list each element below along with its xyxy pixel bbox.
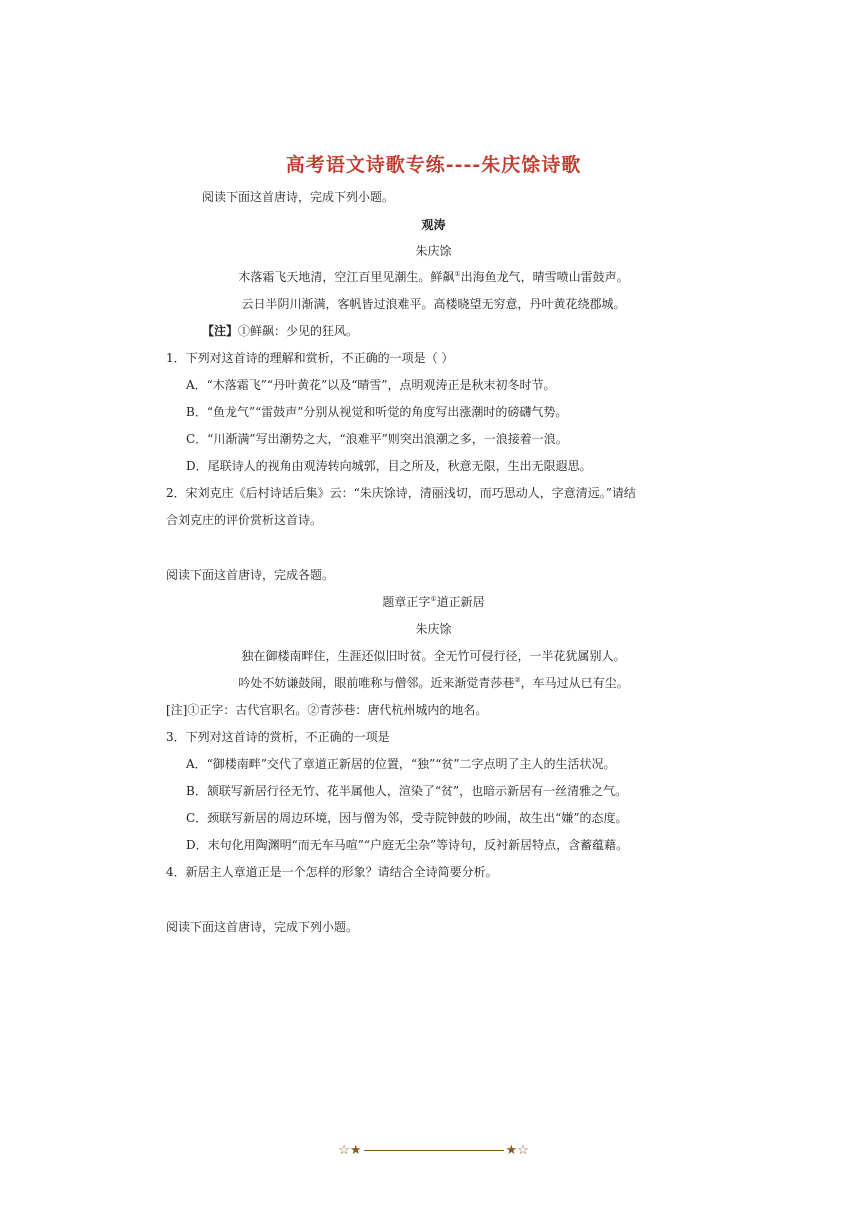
section3-intro: 阅读下面这首唐诗，完成下列小题。 [166,920,359,934]
question-3-option-b: B．颔联写新居行径无竹、花半属他人，渲染了“贫”，也暗示新居有一丝清雅之气。 [186,784,628,798]
poem1-line1: 木落霜飞天地清，空江百里见潮生。鲜飙①出海鱼龙气，晴雪喷山雷鼓声。 [238,270,629,284]
note-marker: ① [430,595,437,603]
poem2-line2: 吟处不妨谦鼓闹，眼前唯称与僧邻。近来渐觉青莎巷②，车马过从已有尘。 [238,676,629,690]
note-marker: ② [514,676,521,684]
question-1-option-d: D．尾联诗人的视角由观涛转向城郭，目之所及，秋意无限，生出无限遐思。 [186,459,592,473]
question-1-option-a: A．“木落霜飞”“丹叶黄花”以及“晴雪”，点明观涛正是秋末初冬时节。 [186,378,556,392]
poem1-note: 【注】①鲜飙：少见的狂风。 [202,324,359,338]
question-2-line1: 2．宋刘克庄《后村诗话后集》云：“朱庆馀诗，清丽浅切，而巧思动人，字意清远。”请结 [166,486,636,500]
section2-intro: 阅读下面这首唐诗，完成各题。 [166,568,335,582]
question-1: 1．下列对这首诗的理解和赏析，不正确的一项是（ ） [166,351,454,365]
question-3-option-c: C．颈联写新居的周边环境，因与僧为邻，受寺院钟鼓的吵闹，故生出“嫌”的态度。 [186,811,628,825]
question-2-line2: 合刘克庄的评价赏析这首诗。 [166,513,323,527]
footer-ornament [0,1143,867,1158]
star-icon: ★☆ [505,1143,529,1158]
question-3: 3．下列对这首诗的赏析，不正确的一项是 [166,730,390,744]
poem2-author: 朱庆馀 [415,622,452,636]
question-4: 4．新居主人章道正是一个怎样的形象？请结合全诗简要分析。 [166,865,498,879]
note-marker: ① [454,270,461,278]
section1-intro: 阅读下面这首唐诗，完成下列小题。 [202,190,395,204]
footer-rule [364,1150,504,1151]
poem2-note: [注]①正字：古代官职名。②青莎巷：唐代杭州城内的地名。 [166,703,488,717]
page-title: 高考语文诗歌专练----朱庆馀诗歌 [285,154,582,176]
question-1-option-c: C．“川渐满”写出潮势之大，“浪难平”则突出浪潮之多，一浪接着一浪。 [186,432,568,446]
poem1-line2: 云日半阴川渐满，客帆皆过浪难平。高楼晓望无穷意，丹叶黄花绕郡城。 [241,297,626,311]
question-3-option-a: A．“御楼南畔”交代了章道正新居的位置，“独”“贫”二字点明了主人的生活状况。 [186,757,616,771]
poem1-title: 观涛 [421,218,446,232]
poem2-title: 题章正字①道正新居 [382,595,485,609]
star-icon: ☆★ [338,1143,362,1158]
poem2-line1: 独在御楼南畔住，生涯还似旧时贫。全无竹可侵行径，一半花犹属别人。 [241,649,626,663]
question-3-option-d: D．末句化用陶渊明“而无车马喧”“户庭无尘杂”等诗句，反衬新居特点，含蓄蕴藉。 [186,838,629,852]
question-1-option-b: B．“鱼龙气”“雷鼓声”分别从视觉和听觉的角度写出涨潮时的磅礴气势。 [186,405,568,419]
poem1-author: 朱庆馀 [415,244,452,258]
